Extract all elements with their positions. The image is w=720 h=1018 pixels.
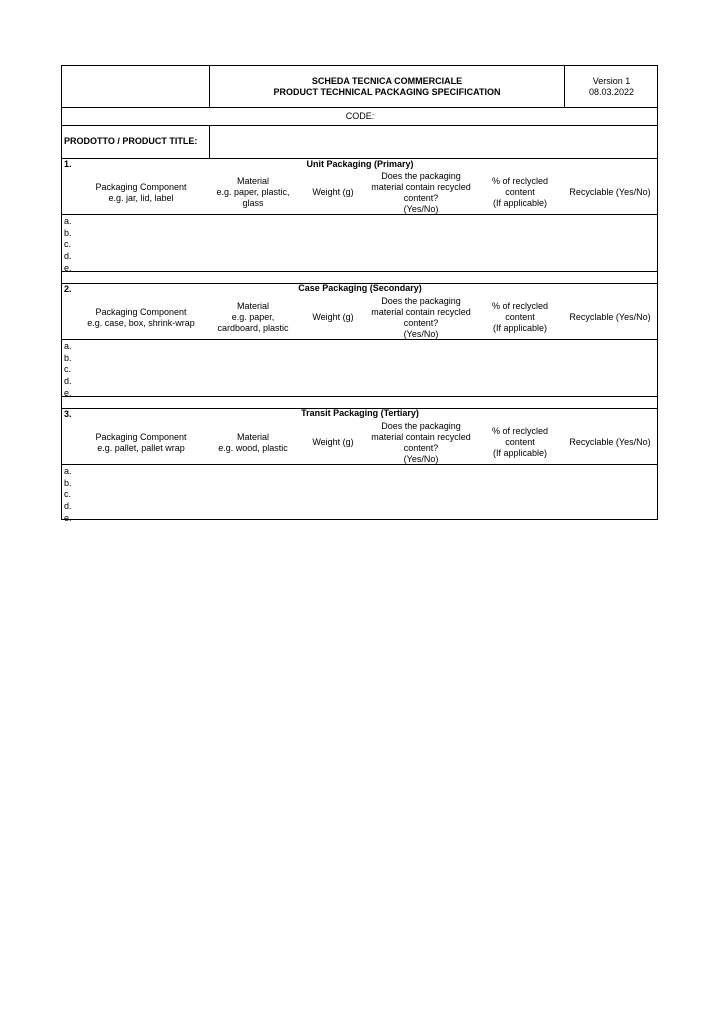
section-2-recyclable-header xyxy=(562,295,658,340)
percent-line-2: content xyxy=(505,437,535,447)
row-letter: d. xyxy=(64,501,72,512)
recycled-line-2: material contain recycled xyxy=(371,306,471,317)
row-letter: a. xyxy=(64,466,72,476)
row-letter: e. xyxy=(64,387,72,398)
recyclable-header-line: Recyclable (Yes/No) xyxy=(569,187,651,197)
recycled-line-4: (Yes/No) xyxy=(403,453,439,464)
section-3-percent-header xyxy=(482,420,558,465)
recyclable-header-line: Recyclable (Yes/No) xyxy=(569,312,651,322)
material-example-line: e.g. paper, xyxy=(231,312,275,322)
version-box xyxy=(565,66,658,107)
material-example-line-2: glass xyxy=(242,198,264,208)
section-1-title: Unit Packaging (Primary) xyxy=(306,159,414,169)
row-letter: e. xyxy=(64,512,72,523)
version-date: 08.03.2022 xyxy=(588,86,635,97)
document-title xyxy=(210,66,564,107)
section-3-component-header xyxy=(80,420,202,465)
recycled-line-1: Does the packaging xyxy=(381,420,461,431)
section-2-row-letters xyxy=(64,341,72,400)
material-example-line: e.g. paper, plastic, xyxy=(216,187,290,197)
percent-line-1: % of reclycled xyxy=(491,301,549,311)
divider xyxy=(62,339,657,340)
divider xyxy=(62,214,657,215)
percent-line-3: (If applicable) xyxy=(492,198,548,208)
recycled-line-3: content? xyxy=(403,192,439,203)
section-1-row-letters xyxy=(64,216,72,275)
percent-line-1: % of reclycled xyxy=(491,426,549,436)
recycled-line-1: Does the packaging xyxy=(381,170,461,181)
section-2-weight-header xyxy=(300,295,366,340)
row-letter: b. xyxy=(64,227,72,238)
divider xyxy=(62,396,657,397)
section-1-recycled-header xyxy=(360,170,482,215)
recycled-line-2: material contain recycled xyxy=(371,181,471,192)
recycled-line-2: material contain recycled xyxy=(371,431,471,442)
recycled-line-4: (Yes/No) xyxy=(403,328,439,339)
row-letter: e. xyxy=(64,262,72,273)
percent-line-2: content xyxy=(505,312,535,322)
code-row xyxy=(62,108,658,125)
section-2-recycled-header xyxy=(360,295,482,340)
section-3-title: Transit Packaging (Tertiary) xyxy=(301,408,419,418)
section-3-material-header xyxy=(204,420,302,465)
title-italian: SCHEDA TECNICA COMMERCIALE xyxy=(311,75,463,86)
section-2-percent-header xyxy=(482,295,558,340)
row-letter: a. xyxy=(64,216,72,226)
section-2-title: Case Packaging (Secondary) xyxy=(298,283,422,293)
section-3-weight-header xyxy=(300,420,366,465)
divider xyxy=(62,464,657,465)
title-english: PRODUCT TECHNICAL PACKAGING SPECIFICATION xyxy=(273,86,501,97)
weight-header-line: Weight (g) xyxy=(312,312,354,322)
section-2-material-header xyxy=(204,295,302,340)
section-2-component-header xyxy=(80,295,202,340)
row-letter: d. xyxy=(64,376,72,387)
section-1-component-header xyxy=(80,170,202,215)
section-2-number: 2. xyxy=(64,284,72,294)
row-letter: c. xyxy=(64,489,72,500)
percent-line-2: content xyxy=(505,187,535,197)
material-header-line: Material xyxy=(236,431,269,442)
row-letter: c. xyxy=(64,239,72,250)
weight-header-line: Weight (g) xyxy=(312,187,354,197)
recycled-line-3: content? xyxy=(403,317,439,328)
section-1-weight-header xyxy=(300,170,366,215)
section-3-recycled-header xyxy=(360,420,482,465)
section-1-material-header xyxy=(204,170,302,215)
recycled-line-3: content? xyxy=(403,442,439,453)
section-3-number: 3. xyxy=(64,409,72,419)
section-1-number: 1. xyxy=(64,159,72,169)
percent-line-1: % of reclycled xyxy=(491,176,549,186)
recycled-line-1: Does the packaging xyxy=(381,295,461,306)
product-title-field[interactable] xyxy=(210,126,658,158)
row-letter: c. xyxy=(64,364,72,375)
section-1-percent-header xyxy=(482,170,558,215)
component-example-line: e.g. jar, lid, label xyxy=(108,192,174,203)
material-example-line-2: cardboard, plastic xyxy=(217,323,289,333)
row-letter: b. xyxy=(64,477,72,488)
component-header-line: Packaging Component xyxy=(95,431,187,442)
row-letter: a. xyxy=(64,341,72,351)
row-letter: b. xyxy=(64,352,72,363)
section-3-recyclable-header xyxy=(562,420,658,465)
recycled-line-4: (Yes/No) xyxy=(403,203,439,214)
material-example-line: e.g. wood, plastic xyxy=(218,442,288,453)
code-label: CODE: xyxy=(345,111,375,121)
material-header-line: Material xyxy=(236,301,269,311)
divider xyxy=(62,271,657,272)
component-example-line: e.g. pallet, pallet wrap xyxy=(97,442,185,453)
percent-line-3: (If applicable) xyxy=(492,323,548,333)
material-header-line: Material xyxy=(236,176,269,186)
component-example-line: e.g. case, box, shrink-wrap xyxy=(87,317,195,328)
section-1-recyclable-header xyxy=(562,170,658,215)
specification-sheet xyxy=(61,65,658,523)
component-header-line: Packaging Component xyxy=(95,306,187,317)
product-title-label: PRODOTTO / PRODUCT TITLE: xyxy=(64,136,198,146)
weight-header-line: Weight (g) xyxy=(312,437,354,447)
percent-line-3: (If applicable) xyxy=(492,448,548,458)
row-letter: d. xyxy=(64,251,72,262)
section-3-row-letters xyxy=(64,466,72,525)
version-label: Version 1 xyxy=(592,75,631,86)
component-header-line: Packaging Component xyxy=(95,181,187,192)
recyclable-header-line: Recyclable (Yes/No) xyxy=(569,437,651,447)
